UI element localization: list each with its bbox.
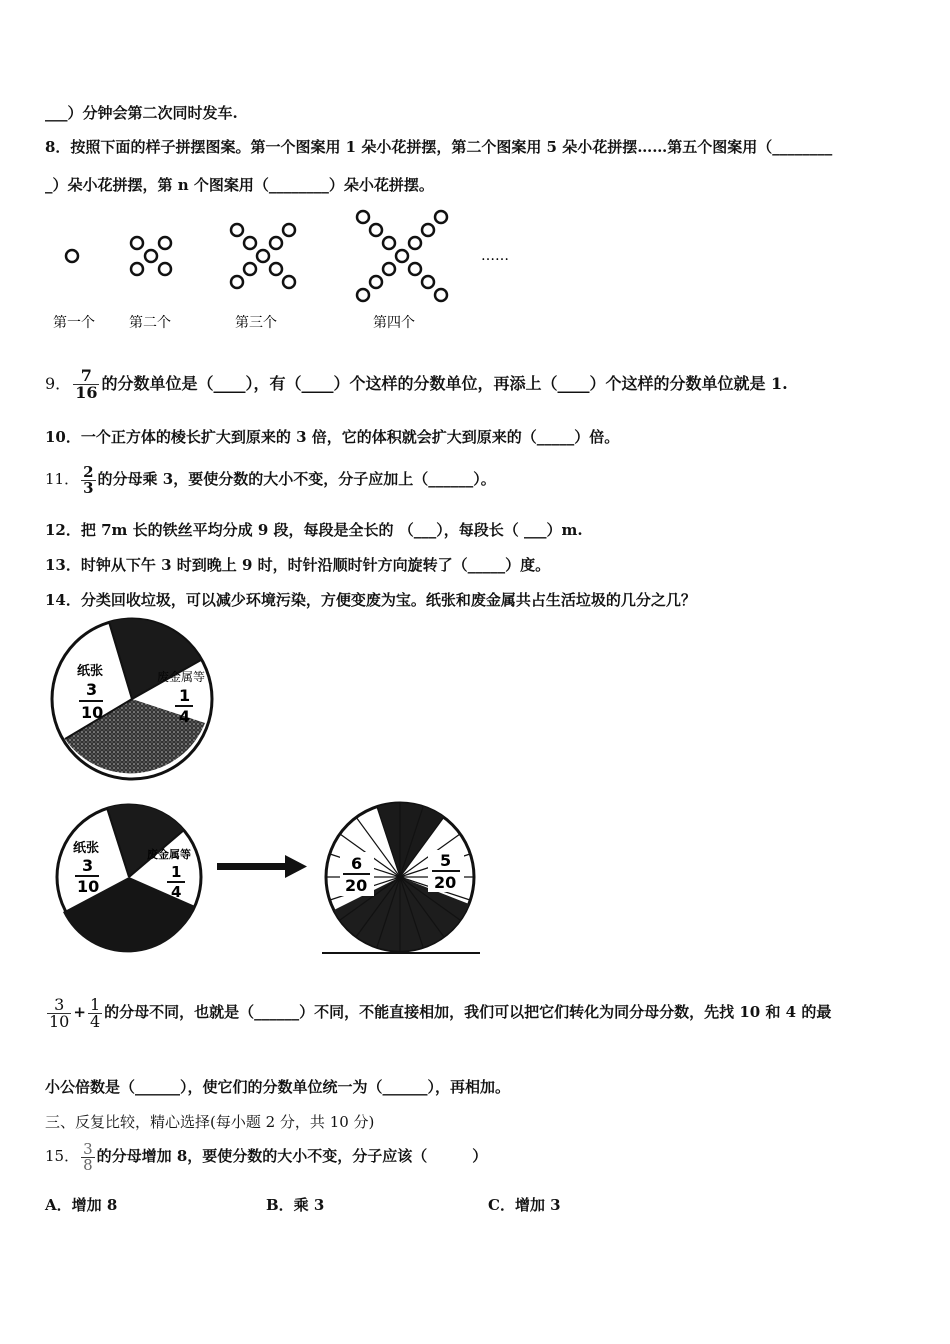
- pie3-right-numerator: 5: [440, 851, 452, 870]
- flower-circle: [131, 237, 143, 249]
- pie1-metal-denominator: 4: [179, 707, 191, 726]
- flower-circle: [370, 276, 382, 288]
- flower-circle: [131, 263, 143, 275]
- pattern-ellipsis: ……: [481, 248, 509, 264]
- pattern-label-4: 第四个: [373, 315, 415, 331]
- garbage-pie-chart-1: [45, 615, 225, 785]
- flower-circle: [257, 250, 269, 262]
- pattern-label-3: 第三个: [235, 315, 277, 331]
- pie3-left-denominator: 20: [345, 876, 368, 895]
- plus-sign: +: [73, 1003, 86, 1021]
- fraction-3-10: $\frac{3}{10}$: [49, 994, 70, 1031]
- q14-line: 14．分类回收垃圾，可以减少环境污染，方便变废为宝。纸张和废金属共占生活垃圾的几分之几？: [45, 591, 696, 609]
- garbage-pie-chart-20-parts: [318, 800, 483, 960]
- flower-circle: [383, 237, 395, 249]
- flower-circle: [409, 237, 421, 249]
- pie1-paper-label: 纸张: [77, 664, 104, 679]
- pie2-paper-denominator: 10: [77, 877, 100, 896]
- flower-circle: [283, 224, 295, 236]
- choice-a[interactable]: A．增加 8: [45, 1196, 118, 1214]
- q11-line: 11． $\frac{2}{3}$ 的分母乘 3，要使分数的大小不变，分子应加上（______）。: [45, 462, 496, 497]
- flower-circle: [270, 237, 282, 249]
- section-3-heading: 三、反复比较，精心选择(每小题 2 分，共 10 分): [45, 1113, 375, 1131]
- q13-line: 13．时钟从下午 3 时到晚上 9 时，时针沿顺时针方向旋转了（_____）度。: [45, 556, 551, 574]
- flower-circle: [244, 263, 256, 275]
- pie2-metal-denominator: 4: [171, 883, 182, 901]
- fraction-2-3: $\frac{2}{3}$: [83, 462, 94, 497]
- flower-circle: [422, 224, 434, 236]
- flower-circle: [435, 289, 447, 301]
- flower-circle: [159, 263, 171, 275]
- flower-circle: [370, 224, 382, 236]
- flower-pattern-figure: [45, 200, 545, 340]
- flower-circle: [283, 276, 295, 288]
- pie1-paper-numerator: 3: [86, 680, 98, 699]
- pie1-paper-denominator: 10: [81, 703, 104, 722]
- q12-line: 12．把 7m 长的铁丝平均分成 9 段，每段是全长的 （___），每段长（ ___）m.: [45, 521, 583, 539]
- flower-circle: [231, 276, 243, 288]
- q9-line: 9． $\frac{7}{16}$ 的分数单位是（____），有（____）个这样的分数单位，再添上（____）个这样的分数单位就是 1.: [45, 366, 788, 402]
- flower-circle: [270, 263, 282, 275]
- flower-circle: [66, 250, 78, 262]
- q8-line1: 8．按照下面的样子拼摆图案。第一个图案用 1 朵小花拼摆，第二个图案用 5 朵小花拼摆……第五个图案用（________: [45, 138, 833, 156]
- pie3-left-numerator: 6: [351, 854, 363, 873]
- pie2-paper-numerator: 3: [82, 856, 94, 875]
- q14-explanation-line1: $\frac{3}{10}$ + $\frac{1}{4}$ 的分母不同，也就是（______）不同，不能直接相加，我们可以把它们转化为同分母分数，先找 10 和 4 的最: [49, 994, 832, 1031]
- pattern-label-1: 第一个: [53, 315, 95, 331]
- flower-circle: [435, 211, 447, 223]
- choice-c[interactable]: C．增加 3: [488, 1196, 561, 1214]
- flower-circle: [357, 211, 369, 223]
- flower-circle: [422, 276, 434, 288]
- q7-tail: ___）分钟会第二次同时发车.: [45, 104, 238, 122]
- q15-line: 15． $\frac{3}{8}$ 的分母增加 8，要使分数的大小不变，分子应该（ ）: [45, 1139, 488, 1174]
- fraction-7-16: $\frac{7}{16}$: [75, 366, 98, 402]
- flower-circle: [145, 250, 157, 262]
- fraction-1-4: $\frac{1}{4}$: [89, 994, 101, 1031]
- pattern-label-2: 第二个: [129, 315, 171, 331]
- arrow-right-icon: [215, 852, 310, 882]
- pie3-right-denominator: 20: [434, 873, 457, 892]
- pie2-paper-label: 纸张: [73, 841, 100, 856]
- pie2-metal-label: 废金属等: [147, 848, 191, 861]
- flower-circle: [231, 224, 243, 236]
- choice-b[interactable]: B．乘 3: [266, 1196, 325, 1214]
- garbage-pie-chart-2: [45, 800, 220, 955]
- q8-line2: _）朵小花拼摆，第 n 个图案用（________）朵小花拼摆。: [45, 176, 434, 194]
- pie1-metal-label: 废金属等: [157, 670, 206, 684]
- flower-circle: [357, 289, 369, 301]
- flower-circle: [383, 263, 395, 275]
- flower-circle: [396, 250, 408, 262]
- q10-line: 10．一个正方体的棱长扩大到原来的 3 倍，它的体积就会扩大到原来的（_____）倍。: [45, 428, 620, 446]
- flower-circle: [159, 237, 171, 249]
- pie2-metal-numerator: 1: [171, 863, 182, 881]
- q14-explanation-line2: 小公倍数是（______），使它们的分数单位统一为（______），再相加。: [45, 1078, 511, 1096]
- flower-circle: [244, 237, 256, 249]
- fraction-3-8: $\frac{3}{8}$: [83, 1139, 93, 1174]
- flower-circle: [409, 263, 421, 275]
- pie1-metal-numerator: 1: [179, 686, 191, 705]
